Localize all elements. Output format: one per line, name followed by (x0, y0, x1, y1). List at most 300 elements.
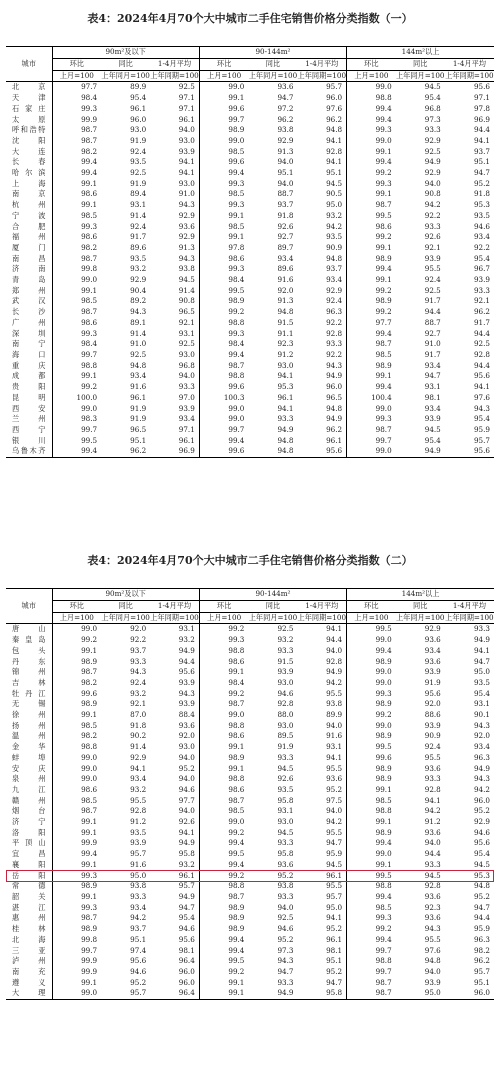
city-name: 深圳 (12, 328, 46, 338)
table-row (6, 296, 494, 307)
sub-header: 1-4月平均 (297, 59, 346, 71)
index-value: 95.0 (473, 667, 490, 677)
table-row (6, 774, 494, 785)
index-value: 94.4 (473, 125, 490, 135)
index-value: 98.8 (199, 371, 248, 382)
index-value: 99.3 (347, 414, 396, 425)
index-value: 94.5 (424, 870, 441, 880)
city-name: 厦门 (12, 242, 46, 252)
index-value: 98.7 (52, 254, 101, 265)
table-row (6, 689, 494, 700)
index-value: 98.2 (52, 731, 101, 742)
index-value: 93.3 (130, 656, 147, 666)
index-value: 99.2 (52, 635, 101, 646)
index-value: 99.0 (199, 136, 248, 147)
index-value: 99.0 (199, 404, 248, 415)
city-name: 上海 (12, 178, 46, 188)
index-value: 95.2 (326, 784, 343, 794)
sub-header: 1-4月平均 (150, 59, 199, 71)
index-value: 93.2 (277, 635, 294, 645)
index-value: 99.5 (347, 211, 396, 222)
index-value: 91.2 (130, 817, 147, 827)
index-value: 95.5 (326, 881, 343, 891)
group-header: 144m²以上 (347, 47, 494, 59)
index-value: 99.4 (199, 838, 248, 849)
index-value: 96.3 (326, 307, 343, 317)
index-value: 93.8 (130, 881, 147, 891)
index-value: 95.4 (178, 913, 195, 923)
index-value: 93.9 (277, 667, 294, 677)
index-value: 98.7 (347, 988, 396, 999)
index-value: 93.6 (277, 82, 294, 92)
index-value: 99.1 (347, 371, 396, 382)
index-value: 89.9 (130, 82, 147, 92)
index-value: 93.0 (178, 742, 195, 752)
index-value: 94.1 (178, 157, 195, 167)
index-value: 93.9 (178, 677, 195, 687)
sub-header: 同比 (396, 601, 445, 613)
sub-header: 1-4月平均 (297, 601, 346, 613)
base-header: 上月=100 (52, 612, 101, 624)
index-value: 94.7 (277, 966, 294, 976)
base-header: 上年同期=100 (150, 612, 199, 624)
index-value: 92.6 (277, 221, 294, 231)
index-value: 91.4 (130, 742, 147, 752)
index-value: 99.6 (52, 689, 101, 700)
index-value: 90.9 (326, 242, 343, 252)
index-value: 93.5 (326, 232, 343, 242)
index-value: 99.0 (52, 988, 101, 999)
index-value: 99.1 (52, 371, 101, 382)
index-value: 95.9 (473, 924, 490, 934)
index-value: 99.0 (52, 764, 101, 775)
index-value: 93.4 (473, 742, 490, 752)
index-value: 99.4 (347, 329, 396, 340)
index-value: 99.3 (52, 871, 101, 882)
table-row (6, 436, 494, 447)
sub-header: 同比 (101, 601, 150, 613)
index-value: 98.9 (347, 764, 396, 775)
city-name: 徐州 (12, 710, 46, 720)
city-name: 九江 (12, 784, 46, 794)
index-value: 98.7 (52, 667, 101, 678)
index-value: 98.7 (347, 978, 396, 989)
city-name: 青岛 (12, 275, 46, 285)
index-value: 95.5 (326, 688, 343, 698)
index-value: 91.5 (277, 656, 294, 666)
index-value: 93.0 (178, 349, 195, 359)
table-row (6, 881, 494, 892)
index-value: 95.5 (326, 763, 343, 773)
index-value: 98.8 (52, 361, 101, 372)
index-value: 94.3 (178, 200, 195, 210)
index-value: 99.0 (199, 710, 248, 721)
index-value: 92.9 (178, 232, 195, 242)
sub-header: 1-4月平均 (445, 59, 494, 71)
index-value: 99.1 (347, 275, 396, 286)
index-value: 94.9 (326, 371, 343, 381)
index-value: 94.3 (277, 956, 294, 966)
index-value: 98.6 (52, 232, 101, 243)
index-value: 93.7 (130, 924, 147, 934)
index-value: 91.9 (424, 677, 441, 687)
city-name: 福州 (12, 232, 46, 242)
index-value: 99.5 (199, 849, 248, 860)
city-name: 西安 (12, 403, 46, 413)
index-value: 95.1 (326, 168, 343, 178)
index-value: 92.1 (424, 242, 441, 252)
city-name: 郑州 (12, 285, 46, 295)
city-name: 桂林 (12, 924, 46, 934)
index-value: 98.9 (199, 296, 248, 307)
table-row (6, 817, 494, 828)
index-value: 99.6 (199, 104, 248, 115)
sub-header: 同比 (248, 601, 297, 613)
index-value: 93.5 (277, 784, 294, 794)
city-name: 广州 (12, 317, 46, 327)
index-value: 93.6 (424, 827, 441, 837)
index-value: 99.0 (347, 721, 396, 732)
index-value: 93.1 (424, 382, 441, 392)
index-value: 95.2 (277, 870, 294, 880)
index-value: 91.7 (424, 296, 441, 306)
index-value: 91.4 (130, 328, 147, 338)
index-value: 98.9 (347, 254, 396, 265)
index-value: 91.0 (424, 339, 441, 349)
index-value: 99.4 (347, 115, 396, 126)
index-value: 99.0 (52, 275, 101, 286)
index-value: 92.8 (424, 784, 441, 794)
index-value: 94.5 (326, 178, 343, 188)
index-value: 98.9 (52, 881, 101, 892)
table-row (6, 806, 494, 817)
index-value: 92.4 (326, 296, 343, 306)
index-value: 96.9 (150, 446, 199, 457)
index-value: 89.6 (130, 242, 147, 252)
index-value: 95.5 (424, 264, 441, 274)
index-value: 93.7 (326, 264, 343, 274)
index-value: 92.1 (178, 317, 195, 327)
index-value: 92.9 (424, 135, 441, 145)
index-value: 96.1 (178, 870, 195, 880)
index-value: 94.8 (277, 435, 294, 445)
index-value: 95.2 (326, 924, 343, 934)
index-value: 98.2 (52, 147, 101, 158)
index-value: 96.0 (326, 93, 343, 103)
index-value: 94.8 (473, 881, 490, 891)
index-value: 92.9 (130, 275, 147, 285)
index-value: 93.8 (178, 264, 195, 274)
index-value: 88.7 (424, 317, 441, 327)
index-value: 99.1 (199, 988, 248, 999)
index-value: 94.3 (130, 307, 147, 317)
index-value: 94.8 (248, 446, 297, 457)
index-value: 94.1 (277, 403, 294, 413)
table-row (6, 243, 494, 254)
index-value: 96.2 (101, 446, 150, 457)
index-value: 93.6 (424, 635, 441, 645)
city-name: 南京 (12, 189, 46, 199)
table-row (6, 361, 494, 372)
index-value: 94.0 (277, 157, 294, 167)
index-value: 93.3 (277, 645, 294, 655)
index-value: 93.3 (326, 339, 343, 349)
table-row (6, 371, 494, 382)
table-row (6, 329, 494, 340)
index-value: 93.5 (130, 157, 147, 167)
index-value: 97.2 (277, 103, 294, 113)
index-value: 93.3 (277, 838, 294, 848)
table-row (6, 275, 494, 286)
index-value: 99.2 (347, 307, 396, 318)
index-value: 98.9 (347, 731, 396, 742)
city-name: 烟台 (12, 806, 46, 816)
index-value: 96.8 (178, 360, 195, 370)
index-value: 95.6 (178, 667, 195, 677)
city-name: 包头 (12, 645, 46, 655)
city-name: 成都 (12, 371, 46, 381)
index-value: 99.7 (199, 115, 248, 126)
index-value: 94.5 (178, 275, 195, 285)
index-value: 99.3 (347, 125, 396, 136)
index-value: 94.5 (326, 859, 343, 869)
table-row (6, 446, 494, 457)
index-value: 95.4 (473, 688, 490, 698)
index-value: 97.7 (347, 318, 396, 329)
index-value: 91.9 (130, 178, 147, 188)
index-value: 99.1 (52, 200, 101, 211)
index-value: 94.2 (130, 913, 147, 923)
index-value: 94.0 (277, 178, 294, 188)
index-value: 90.9 (424, 731, 441, 741)
index-value: 93.4 (130, 371, 147, 381)
index-value: 99.0 (199, 414, 248, 425)
index-value: 92.8 (473, 349, 490, 359)
index-value: 94.4 (473, 913, 490, 923)
city-name: 洛阳 (12, 827, 46, 837)
index-value: 95.0 (326, 200, 343, 210)
index-value: 99.7 (347, 946, 396, 957)
index-value: 98.9 (199, 125, 248, 136)
index-value: 98.8 (199, 881, 248, 892)
table-row (6, 286, 494, 297)
index-value: 99.6 (199, 446, 248, 457)
index-value: 96.9 (473, 114, 490, 124)
index-value: 93.2 (130, 264, 147, 274)
table-row (6, 189, 494, 200)
index-value: 92.8 (326, 656, 343, 666)
index-value: 98.6 (52, 189, 101, 200)
table-row (6, 635, 494, 646)
city-name: 乌鲁木齐 (6, 446, 52, 457)
index-value: 99.1 (199, 93, 248, 104)
sub-header: 同比 (101, 59, 150, 71)
table-row (6, 860, 494, 871)
index-value: 93.9 (178, 146, 195, 156)
index-value: 94.8 (326, 403, 343, 413)
index-value: 93.4 (178, 414, 195, 424)
index-value: 99.0 (347, 635, 396, 646)
index-value: 94.6 (277, 688, 294, 698)
index-value: 94.1 (326, 913, 343, 923)
index-value: 92.4 (130, 677, 147, 687)
index-value: 94.8 (424, 956, 441, 966)
index-value: 98.5 (347, 796, 396, 807)
index-value: 94.6 (277, 924, 294, 934)
index-value: 98.4 (52, 93, 101, 104)
price-index-table-2 (6, 588, 494, 1000)
index-value: 94.1 (473, 645, 490, 655)
index-value: 93.6 (424, 656, 441, 666)
city-name: 沈阳 (12, 135, 46, 145)
table-row (6, 913, 494, 924)
index-value: 89.6 (277, 264, 294, 274)
table-row (6, 967, 494, 978)
index-value: 96.8 (424, 103, 441, 113)
index-value: 92.8 (326, 328, 343, 338)
index-value: 94.6 (473, 221, 490, 231)
index-value: 98.1 (326, 945, 343, 955)
index-value: 93.6 (178, 221, 195, 231)
city-name: 常德 (12, 881, 46, 891)
index-value: 97.1 (178, 103, 195, 113)
index-value: 94.1 (326, 135, 343, 145)
index-value: 99.4 (347, 264, 396, 275)
index-value: 94.4 (473, 360, 490, 370)
index-value: 99.0 (347, 404, 396, 415)
index-value: 94.3 (473, 774, 490, 784)
table-row (6, 785, 494, 796)
index-value: 91.2 (424, 817, 441, 827)
index-value: 96.0 (130, 114, 147, 124)
group-header: 90m²及以下 (52, 47, 199, 59)
index-value: 89.2 (130, 296, 147, 306)
index-value: 94.3 (178, 253, 195, 263)
index-value: 94.1 (424, 795, 441, 805)
city-header: 城市 (6, 47, 52, 82)
index-value: 98.6 (347, 222, 396, 233)
table-row (6, 710, 494, 721)
index-value: 99.0 (347, 136, 396, 147)
index-value: 99.3 (199, 635, 248, 646)
index-value: 99.1 (347, 147, 396, 158)
city-name: 蚌埠 (12, 752, 46, 762)
index-value: 94.7 (326, 838, 343, 848)
index-value: 97.7 (178, 795, 195, 805)
table-row (6, 147, 494, 158)
index-value: 98.2 (473, 945, 490, 955)
sub-header: 同比 (396, 59, 445, 71)
index-value: 99.1 (52, 892, 101, 903)
index-value: 96.1 (178, 435, 195, 445)
table-row (6, 657, 494, 668)
city-name: 泉州 (12, 774, 46, 784)
index-value: 99.3 (199, 329, 248, 340)
index-value: 97.6 (473, 392, 490, 402)
index-value: 93.4 (473, 232, 490, 242)
index-value: 99.0 (52, 624, 101, 635)
index-value: 94.1 (130, 763, 147, 773)
index-value: 94.4 (424, 307, 441, 317)
table-row (6, 425, 494, 436)
index-value: 91.2 (277, 349, 294, 359)
index-value: 94.0 (277, 902, 294, 912)
index-value: 94.3 (130, 667, 147, 677)
index-value: 97.3 (424, 114, 441, 124)
index-value: 97.0 (178, 392, 195, 402)
index-value: 96.1 (178, 114, 195, 124)
index-value: 99.5 (199, 956, 248, 967)
index-value: 94.9 (326, 667, 343, 677)
index-value: 94.7 (473, 902, 490, 912)
index-value: 99.1 (199, 978, 248, 989)
table-row (6, 721, 494, 732)
index-value: 99.8 (52, 935, 101, 946)
index-value: 92.9 (277, 135, 294, 145)
index-value: 99.4 (199, 436, 248, 447)
index-value: 95.7 (101, 988, 150, 999)
table-row (6, 414, 494, 425)
index-value: 99.4 (52, 849, 101, 860)
index-value: 99.2 (199, 689, 248, 700)
index-value: 98.5 (52, 296, 101, 307)
index-value: 94.7 (473, 168, 490, 178)
index-value: 92.0 (130, 624, 147, 634)
index-value: 90.8 (178, 296, 195, 306)
index-value: 94.5 (277, 763, 294, 773)
table-row (6, 935, 494, 946)
index-value: 95.7 (326, 82, 343, 92)
index-value: 95.4 (424, 93, 441, 103)
index-value: 94.8 (326, 125, 343, 135)
index-value: 95.1 (277, 168, 294, 178)
index-value: 92.4 (424, 275, 441, 285)
index-value: 95.7 (473, 966, 490, 976)
city-name: 哈尔滨 (12, 168, 46, 178)
index-value: 99.0 (199, 817, 248, 828)
index-value: 95.3 (277, 382, 294, 392)
index-value: 94.0 (178, 752, 195, 762)
index-value: 93.6 (424, 763, 441, 773)
index-value: 99.7 (347, 967, 396, 978)
index-value: 99.3 (52, 329, 101, 340)
index-value: 92.0 (178, 731, 195, 741)
index-value: 99.2 (199, 967, 248, 978)
index-value: 93.0 (277, 677, 294, 687)
index-value: 98.7 (199, 796, 248, 807)
index-value: 92.9 (178, 210, 195, 220)
index-value: 99.3 (199, 179, 248, 190)
city-name: 宁波 (12, 210, 46, 220)
index-value: 92.9 (326, 285, 343, 295)
index-value: 90.1 (473, 710, 490, 720)
index-value: 93.9 (178, 699, 195, 709)
base-header: 上月=100 (52, 70, 101, 82)
index-value: 99.0 (347, 667, 396, 678)
city-name: 泸州 (12, 956, 46, 966)
index-value: 92.5 (473, 339, 490, 349)
sub-header: 环比 (199, 601, 248, 613)
index-value: 88.6 (424, 710, 441, 720)
city-name: 锦州 (12, 667, 46, 677)
city-name: 济宁 (12, 817, 46, 827)
index-value: 99.1 (347, 243, 396, 254)
index-value: 97.1 (473, 93, 490, 103)
index-value: 92.9 (424, 624, 441, 634)
index-value: 93.7 (130, 645, 147, 655)
index-value: 94.1 (473, 135, 490, 145)
table-row (6, 318, 494, 329)
